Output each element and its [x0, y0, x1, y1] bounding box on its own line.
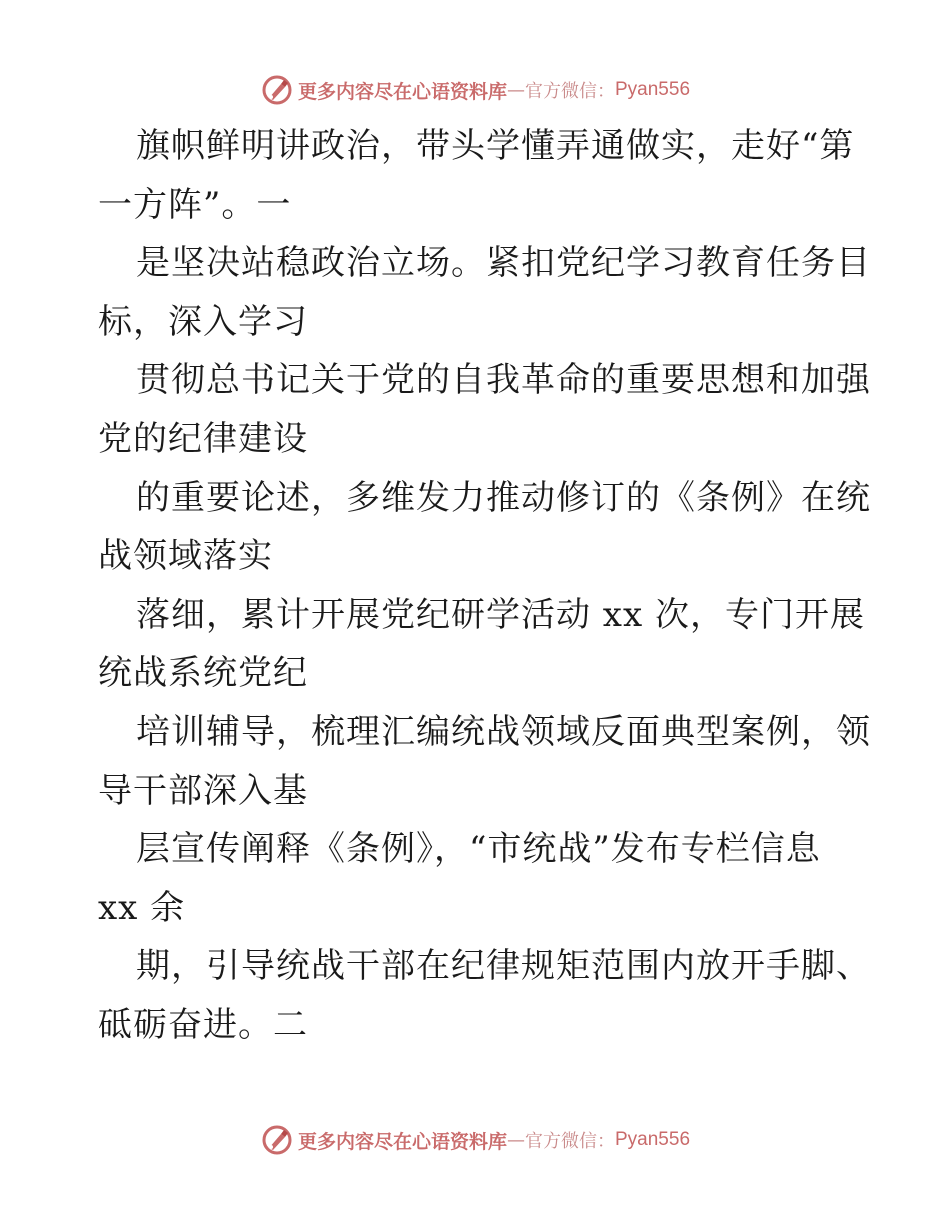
text-line: 是坚决站稳政治立场。紧扣党纪学习教育任务目	[136, 243, 871, 284]
pen-logo-icon	[260, 1123, 294, 1157]
watermark-brand: 更多内容尽在心语资料库	[297, 1130, 507, 1153]
text-line: 落细，累计开展党纪研学活动 xx 次，专门开展	[136, 594, 865, 635]
watermark-dash: —	[507, 79, 525, 101]
text-line: 培训辅导，梳理汇编统战领域反面典型案例，领	[136, 711, 871, 752]
watermark-official-label: 官方微信：	[525, 1131, 615, 1152]
pen-logo-icon	[260, 73, 294, 107]
watermark-wechat-handle: Pyan556	[615, 79, 691, 100]
text-line: 战领域落实	[98, 536, 273, 577]
text-line: 贯彻总书记关于党的自我革命的重要思想和加强	[136, 360, 871, 401]
text-line: 的重要论述，多维发力推动修订的《条例》在统	[136, 477, 871, 518]
text-line: 标，深入学习	[98, 301, 308, 342]
text-line: 导干部深入基	[98, 770, 308, 811]
watermark-brand: 更多内容尽在心语资料库	[297, 80, 507, 103]
text-line: 期，引导统战干部在纪律规矩范围内放开手脚、	[136, 946, 871, 987]
footer-watermark	[0, 1120, 950, 1160]
document-body	[98, 117, 871, 1055]
watermark-dash: —	[507, 1129, 525, 1151]
text-line: 一方阵”。一	[98, 184, 292, 225]
text-line: 层宣传阐释《条例》，“市统战”发布专栏信息	[136, 829, 821, 870]
header-watermark	[0, 70, 950, 110]
text-line: xx 余	[98, 887, 186, 928]
watermark-official-label: 官方微信：	[525, 81, 615, 102]
text-line: 统战系统党纪	[98, 653, 308, 694]
text-line: 旗帜鲜明讲政治，带头学懂弄通做实，走好“第	[136, 126, 855, 166]
text-line: 党的纪律建设	[98, 418, 308, 459]
text-line: 砥砺奋进。二	[98, 1004, 308, 1045]
watermark-wechat-handle: Pyan556	[615, 1129, 691, 1150]
